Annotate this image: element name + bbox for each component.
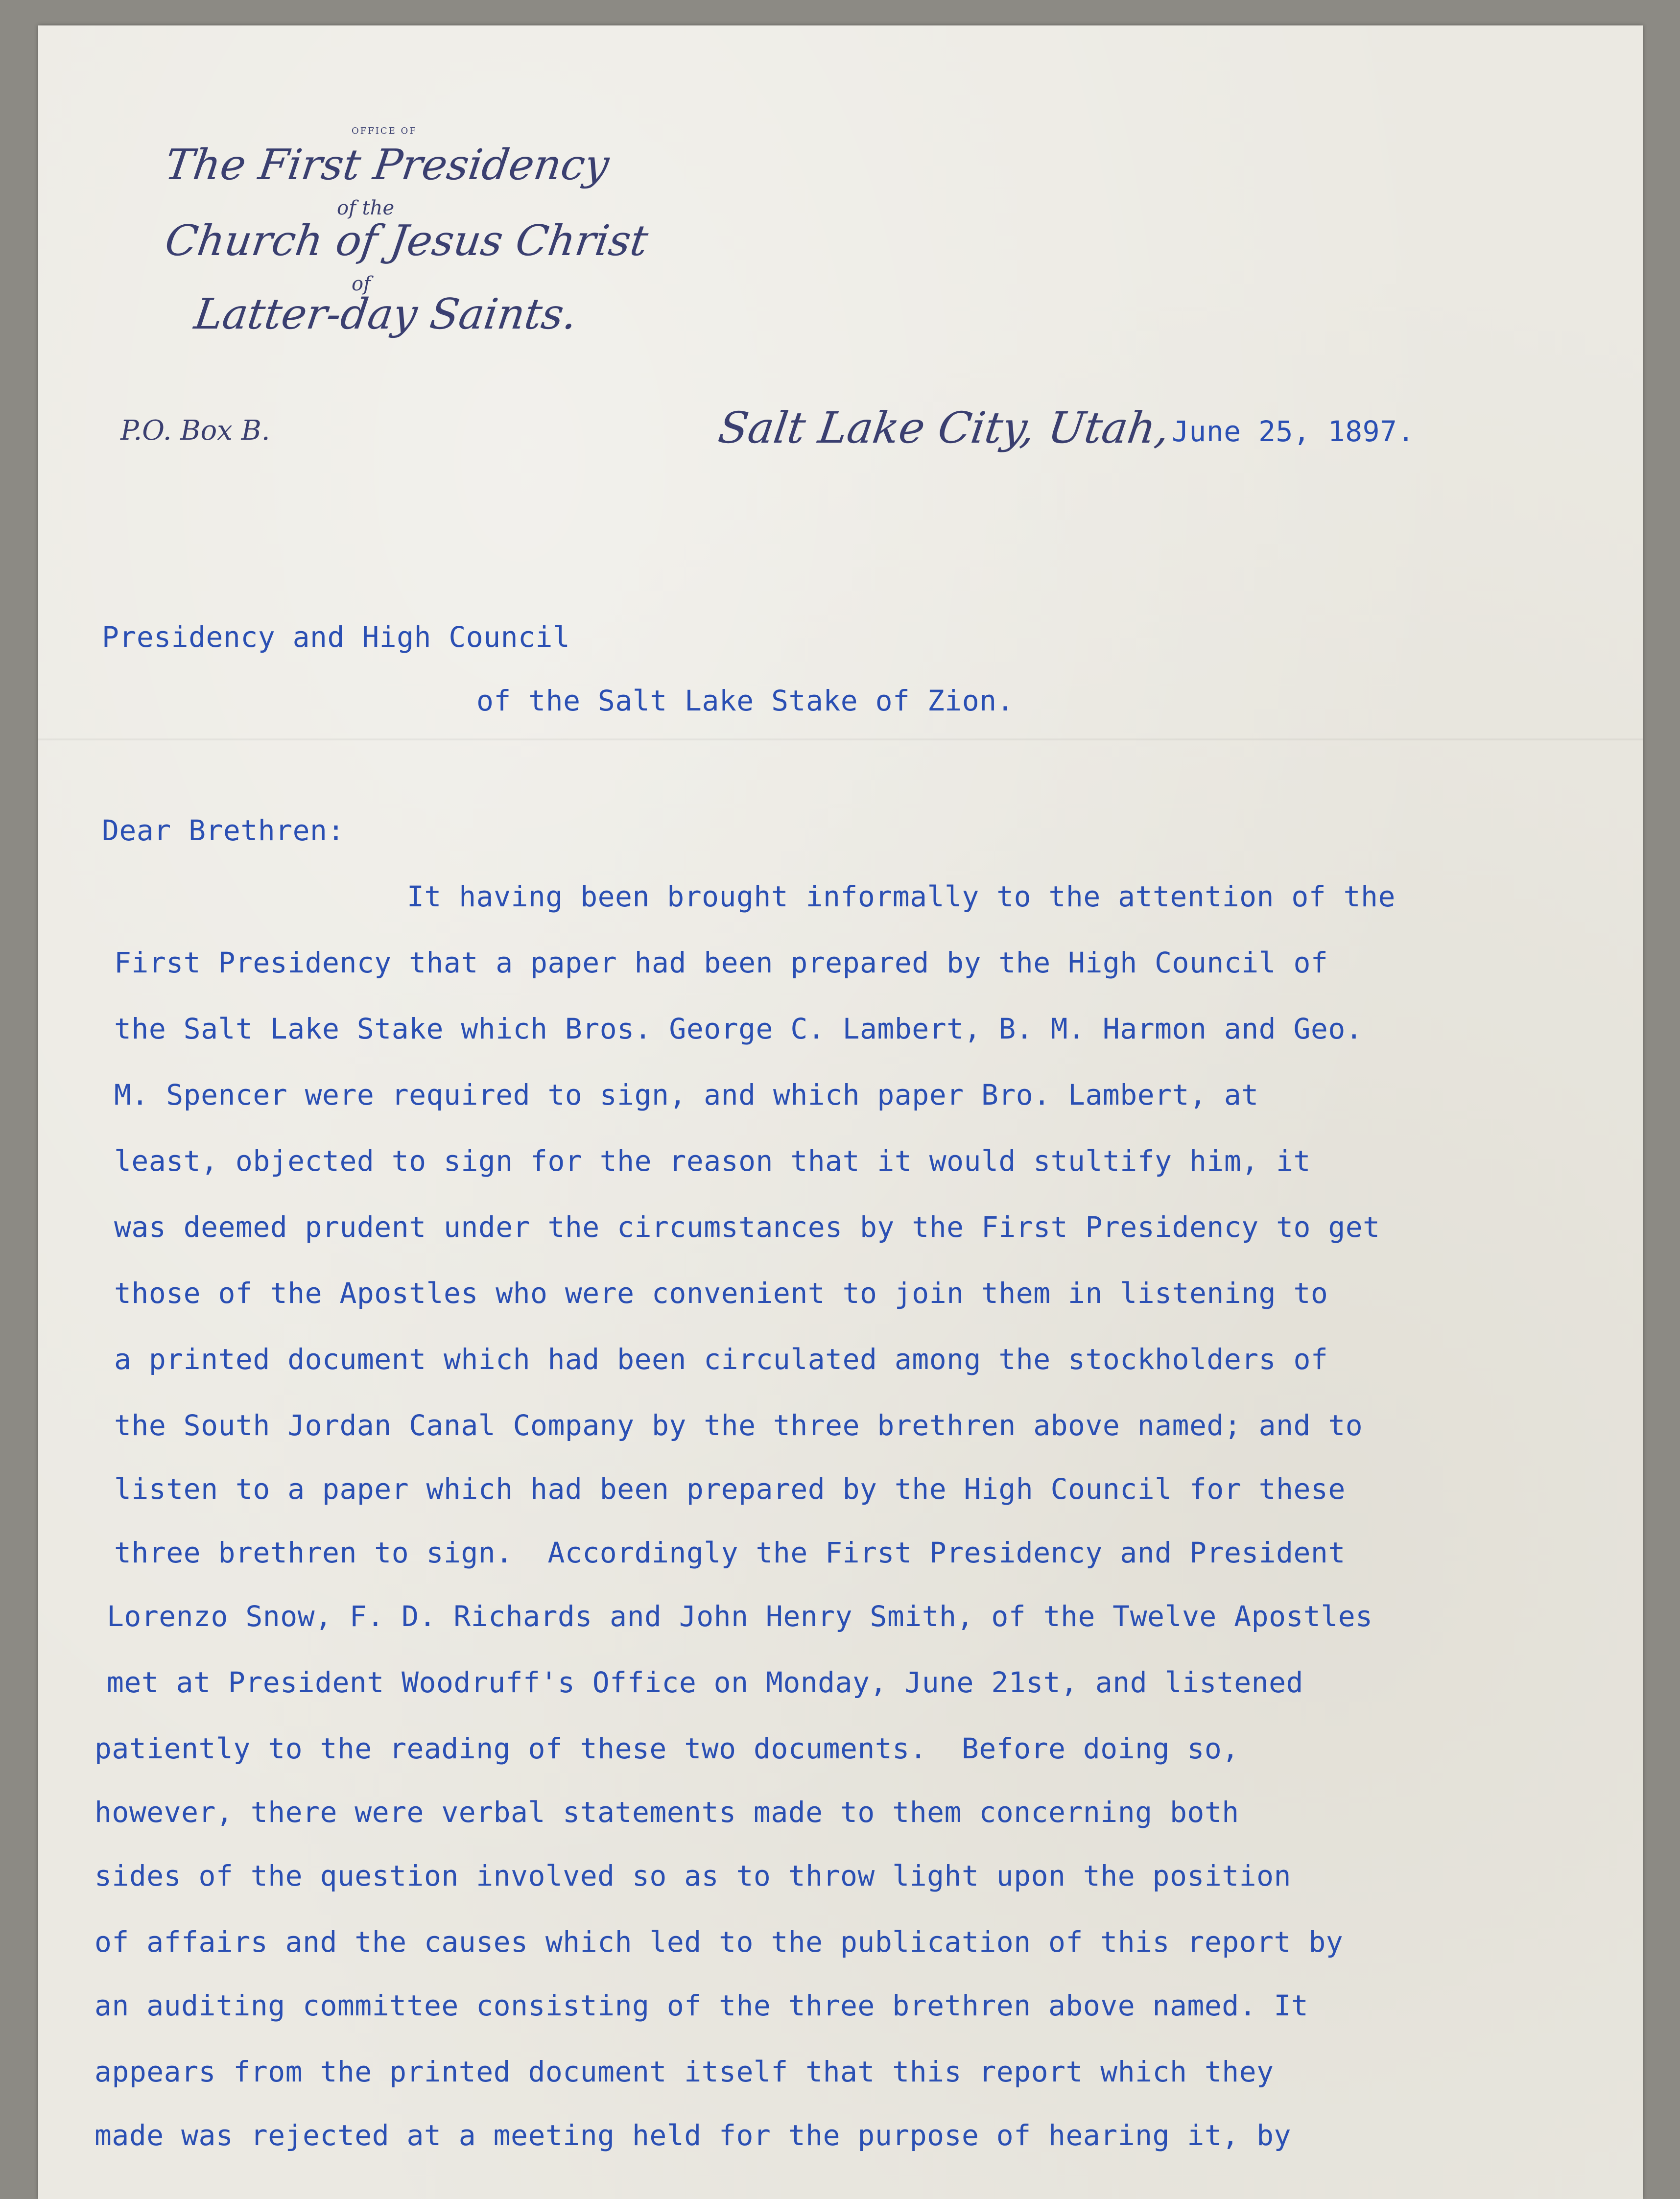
- body-line: a printed document which had been circulated among the stockholders of: [114, 1343, 1328, 1376]
- body-line: M. Spencer were required to sign, and which paper Bro. Lambert, at: [114, 1078, 1259, 1111]
- letterhead-office-of: OFFICE OF: [352, 126, 417, 136]
- body-line: the South Jordan Canal Company by the three brethren above named; and to: [114, 1409, 1363, 1442]
- body-line: however, there were verbal statements made to them concerning both: [95, 1796, 1239, 1829]
- body-line: sides of the question involved so as to throw light upon the position: [95, 1859, 1291, 1892]
- address-line-2: of the Salt Lake Stake of Zion.: [476, 684, 1014, 717]
- salutation: Dear Brethren:: [102, 814, 345, 847]
- body-line: an auditing committee consisting of the three brethren above named. It: [95, 1989, 1309, 2022]
- body-line: appears from the printed document itself that this report which they: [95, 2055, 1274, 2088]
- body-line: met at President Woodruff's Office on Monday, June 21st, and listened: [107, 1666, 1303, 1699]
- letterhead-church-name: Church of Jesus Christ: [162, 216, 651, 265]
- body-line: First Presidency that a paper had been prepared by the High Council of: [114, 946, 1328, 979]
- body-line: was deemed prudent under the circumstances by the First Presidency to get: [114, 1210, 1380, 1244]
- letterhead-of: of: [352, 273, 371, 295]
- body-line: patiently to the reading of these two documents. Before doing so,: [95, 1732, 1239, 1765]
- letterhead-of-the: of the: [337, 197, 395, 219]
- place-line: Salt Lake City, Utah,: [715, 402, 1173, 453]
- body-line: made was rejected at a meeting held for the purpose of hearing it, by: [95, 2119, 1291, 2152]
- body-line: Lorenzo Snow, F. D. Richards and John Henry Smith, of the Twelve Apostles: [107, 1600, 1373, 1633]
- address-line-1: Presidency and High Council: [102, 620, 570, 654]
- letter-page: [38, 25, 1643, 2199]
- body-line: the Salt Lake Stake which Bros. George C. Lambert, B. M. Harmon and Geo.: [114, 1012, 1363, 1045]
- body-line: of affairs and the causes which led to the publication of this report by: [95, 1925, 1344, 1959]
- letterhead-first-presidency: The First Presidency: [162, 141, 612, 189]
- letter-date: June 25, 1897.: [1172, 415, 1415, 448]
- paper-fold: [38, 738, 1643, 741]
- letterhead-latter-day-saints: Latter-day Saints.: [191, 290, 580, 339]
- body-line: listen to a paper which had been prepared by the High Council for these: [114, 1472, 1346, 1506]
- po-box: P.O. Box B.: [120, 415, 270, 447]
- body-line: three brethren to sign. Accordingly the First Presidency and President: [114, 1536, 1346, 1569]
- body-line: It having been brought informally to the attention of the: [407, 880, 1396, 913]
- letterhead: [121, 126, 651, 366]
- body-line: those of the Apostles who were convenient to join them in listening to: [114, 1277, 1328, 1310]
- body-line: least, objected to sign for the reason that it would stultify him, it: [114, 1144, 1311, 1178]
